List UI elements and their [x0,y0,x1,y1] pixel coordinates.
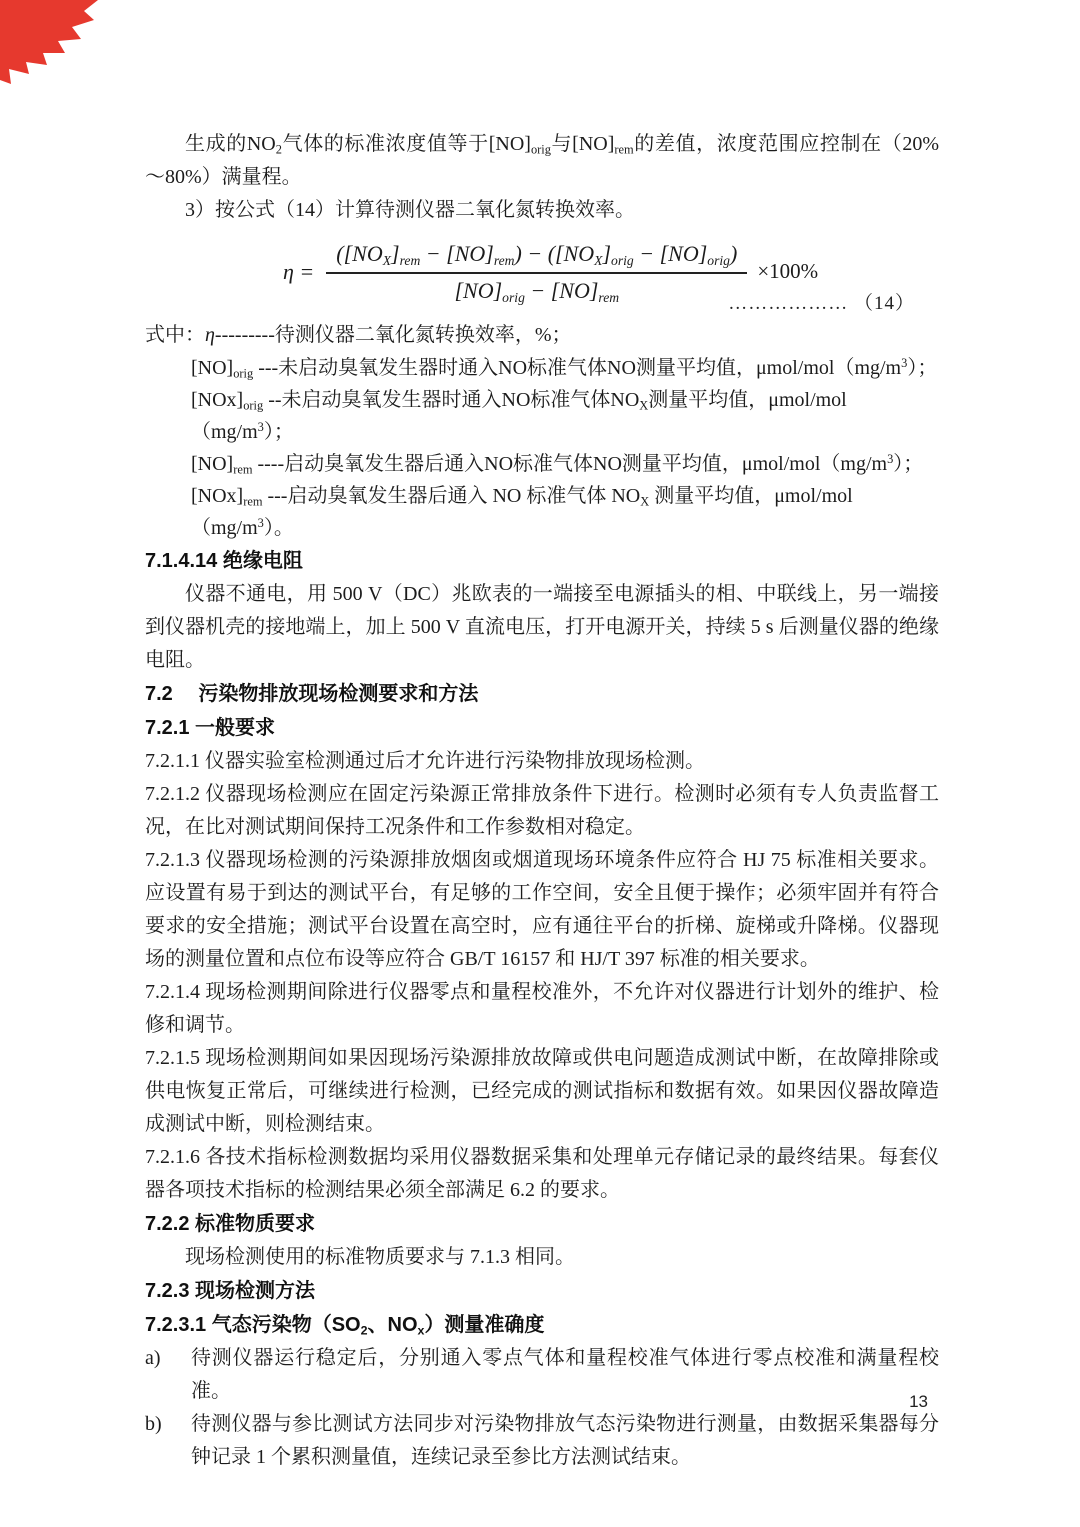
paragraph-insulation: 仪器不通电，用 500 V（DC）兆欧表的一端接至电源插头的相、中联线上，另一端接到仪器机壳的接地端上，加上 500 V 直流电压，打开电源开关，持续 5 s 后测量仪器的绝缘电阻。 [145,583,939,671]
definition-nox-orig: $[NOx]_{orig}$ --未启动臭氧发生器时通入NO标准气体$NO_X$测量平均值，μmol/$mol(mg/m^3)$； [191,389,847,443]
paragraph-7-2-1-1: 7.2.1.1 仪器实验室检测通过后才允许进行污染物排放现场检测。 [145,750,705,772]
definition-no-rem: $[NO]_{rem}$ ----启动臭氧发生器后通入NO标准气体NO测量平均值，μmol/$mol(mg/m^3)$； [191,452,924,477]
paragraph-7-2-1-2: 7.2.1.2 仪器现场检测应在固定污染源正常排放条件下进行。检测时必须有专人负责监督工况，在比对测试期间保持工况条件和工作参数相对稳定。 [145,783,939,838]
paragraph-7-2-1-3: 7.2.1.3 仪器现场检测的污染源排放烟囱或烟道现场环境条件应符合 HJ 75 标准相关要求。应设置有易于到达的测试平台，有足够的工作空间，安全且便于操作；必须牢固并有符合要求的安全措施；测试平台设置在高空时，应有通往平台的折梯、旋梯或升降梯。仪器现场的测量位置和点位布设等应符合 GB/T 16157 和 HJ/T 397 标准的相关要求。 [145,849,939,970]
paragraph-7-2-1-4: 7.2.1.4 现场检测期间除进行仪器零点和量程校准外，不允许对仪器进行计划外的维护、检修和调节。 [145,981,939,1036]
torn-corner-shape [0,0,98,84]
where-clause: 式中：η---------待测仪器二氧化氮转换效率，%； [145,324,572,346]
intro-paragraph: 生成的$NO_2$气体的标准浓度值等于$[NO]_{orig}$与$[NO]_{rem}$的差值，浓度范围应控制在（20%～80%）满量程。 [145,133,939,188]
definition-no-orig: $[NO]_{orig}$ ---未启动臭氧发生器时通入NO标准气体NO测量平均值，μmol/$mol(mg/m^3)$； [191,356,938,381]
list-item-a-text: 待测仪器运行稳定后，分别通入零点气体和量程校准气体进行零点校准和满量程校准。 [191,1347,939,1402]
heading-7-2-2: 7.2.2 标准物质要求 [145,1213,316,1235]
heading-7-2-3-1: 7.2.3.1 气态污染物（$SO_2$、$NO_x$）测量准确度 [145,1314,545,1338]
step-3-line: 3）按公式（14）计算待测仪器二氧化氮转换效率。 [185,199,635,221]
equation-14 [145,239,939,315]
heading-7-1-4-14: 7.1.4.14 绝缘电阻 [145,550,303,572]
list-item-b [145,1408,939,1474]
list-item-b-text: 待测仪器与参比测试方法同步对污染物排放气态污染物进行测量，由数据采集器每分钟记录 1 个累积测量值，连续记录至参比方法测试结束。 [191,1413,939,1468]
list-item-a-label: a) [145,1347,161,1369]
list-item-a [145,1342,939,1408]
list-item-b-label: b) [145,1413,162,1435]
paragraph-7-2-2: 现场检测使用的标准物质要求与 7.1.3 相同。 [185,1246,575,1268]
equation-dots: ……………… [728,293,849,314]
torn-corner-decoration [0,0,102,84]
fraction-denominator: $[NO]_{orig} - [NO]_{rem}$ [454,278,620,306]
equation-lhs: η = [283,258,315,284]
paragraph-7-2-1-6: 7.2.1.6 各技术指标检测数据均采用仪器数据采集和处理单元存储记录的最终结果。每套仪器各项技术指标的检测结果必须全部满足 6.2 的要求。 [145,1146,939,1201]
page-number: 13 [909,1392,928,1411]
definition-list [145,352,939,544]
paragraph-7-2-1-5: 7.2.1.5 现场检测期间如果因现场污染源排放故障或供电问题造成测试中断，在故障排除或供电恢复正常后，可继续进行检测，已经完成的测试指标和数据有效。如果因仪器故障造成测试中断，则检测结束。 [145,1047,939,1135]
equation-number: （14） [853,293,915,314]
fraction-numerator: $([NO_X]_{rem} - [NO]_{rem}) - ([NO_X]_{orig} - [NO]_{orig})$ [326,239,747,274]
equation-fraction [326,239,747,304]
document-content [145,128,939,1474]
heading-7-2-1: 7.2.1 一般要求 [145,717,276,739]
heading-7-2: 7.2 污染物排放现场检测要求和方法 [145,683,479,705]
definition-nox-rem: $[NOx]_{rem}$ ---启动臭氧发生器后通入 NO 标准气体 $NO_X$ 测量平均值，μmol/$mol(mg/m^3)$。 [191,485,853,539]
heading-7-2-3: 7.2.3 现场检测方法 [145,1280,316,1302]
equation-multiplier: ×100% [757,259,819,283]
